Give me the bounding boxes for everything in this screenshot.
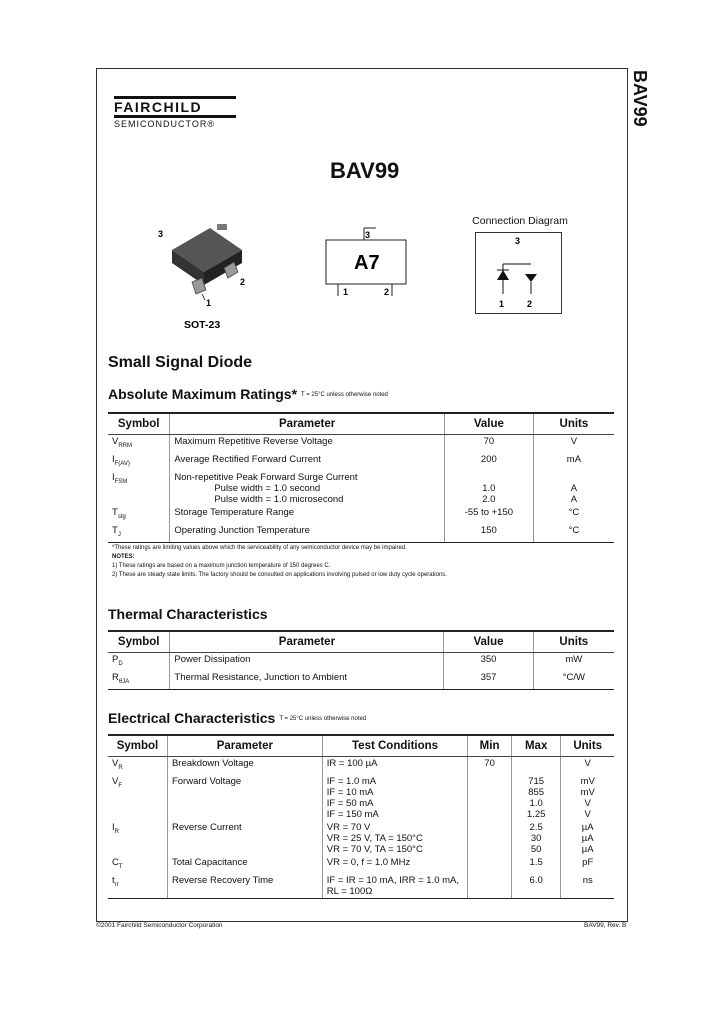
max-cell-line: 2.5: [529, 821, 543, 833]
side-part-title: BAV99: [630, 70, 650, 127]
value-cell: [444, 453, 533, 471]
thermal-title: Thermal Characteristics: [108, 606, 268, 622]
parameter-line: Average Rectified Forward Current: [174, 453, 321, 465]
symbol-cell: [108, 435, 170, 453]
max-cell-line: 1.25: [526, 808, 546, 820]
logo-sub: SEMICONDUCTOR®: [114, 119, 215, 129]
header-test-conditions: Test Conditions: [322, 735, 468, 757]
value-cell: [444, 506, 533, 524]
test-condition-cell-line: IF = 50 mA: [326, 797, 374, 809]
value-cell: [444, 435, 533, 453]
min-cell: [468, 775, 512, 821]
symbol-cell: [108, 653, 170, 671]
parameter-cell: [170, 435, 445, 453]
units-cell-line: pF: [582, 856, 594, 868]
symbol-cell: [108, 856, 167, 874]
test-condition-cell: [322, 874, 468, 899]
max-cell-line: [516, 758, 557, 769]
symbol: V: [112, 775, 119, 787]
electrical-table: [108, 734, 614, 899]
units-cell: °C/W: [533, 671, 614, 689]
header-parameter: Parameter: [170, 413, 445, 435]
electrical-title: Electrical Characteristics T = 25°C unless otherwise noted: [108, 710, 367, 726]
table-row: [108, 757, 614, 775]
parameter-line: Maximum Repetitive Reverse Voltage: [174, 436, 333, 447]
symbol-subscript: D: [118, 660, 123, 667]
value-cell-line: 1.0: [482, 482, 496, 494]
min-cell: [468, 821, 512, 856]
symbol: I: [112, 453, 115, 465]
max-cell: [511, 757, 561, 775]
units-cell-line: mV: [580, 775, 595, 787]
units-cell-line: µA: [581, 843, 594, 855]
units-cell-line: µA: [581, 832, 594, 844]
header-units: Units: [533, 413, 614, 435]
header-parameter: Parameter: [167, 735, 322, 757]
min-cell-line: [472, 875, 507, 886]
table-row: [108, 435, 614, 453]
table-row: [108, 821, 614, 856]
diode-symbol: [475, 232, 561, 314]
max-cell-line: 6.0: [529, 874, 543, 886]
header-value: Value: [444, 631, 533, 653]
parameter-line: Operating Junction Temperature: [174, 524, 310, 536]
units-cell-line: mV: [580, 786, 595, 798]
test-condition-cell-line: IR = 100 µA: [326, 758, 378, 769]
parameter-cell: [170, 506, 445, 524]
min-cell: [468, 757, 512, 775]
units-cell-line: °C: [568, 524, 580, 536]
symbol-cell: [108, 671, 170, 689]
table-row: [108, 506, 614, 524]
symbol: I: [112, 821, 115, 833]
symbol-subscript: T: [118, 863, 123, 870]
notes-label: NOTES:: [112, 554, 135, 560]
units-cell-line: V: [584, 797, 591, 809]
units-cell-line: mA: [566, 453, 582, 465]
conn-pin-1: 1: [499, 299, 505, 309]
symbol-subscript: F: [118, 782, 123, 789]
max-cell-line: 1.5: [529, 856, 543, 868]
symbol: T: [112, 506, 118, 518]
value-cell-line: [449, 472, 529, 483]
footer-revision: BAV99, Rev. B: [584, 922, 627, 929]
units-cell-line: µA: [581, 821, 594, 833]
ratings-notes: [112, 544, 612, 580]
parameter-cell: Total Capacitance: [167, 856, 322, 874]
symbol-subscript: RRM: [118, 442, 133, 449]
test-condition-cell: [322, 821, 468, 856]
symbol-subscript: stg: [117, 513, 126, 520]
value-cell-line: 2.0: [482, 493, 496, 505]
test-condition-cell-line: VR = 70 V: [326, 821, 371, 833]
symbol-subscript: R: [114, 828, 119, 835]
symbol-cell: [108, 874, 167, 899]
symbol-cell: [108, 453, 170, 471]
symbol-subscript: rr: [114, 881, 119, 888]
abs-max-table: [108, 412, 614, 543]
units-cell: [533, 435, 614, 453]
min-cell-line: 70: [484, 758, 495, 769]
test-condition-cell-line: IF = 150 mA: [326, 808, 379, 820]
symbol: V: [112, 758, 119, 769]
test-condition-cell-line: IF = IR = 10 mA, IRR = 1.0 mA,: [326, 874, 460, 886]
table-row: [108, 524, 614, 542]
parameter-line: Pulse width = 1.0 second: [214, 482, 321, 494]
units-cell-line: °C: [568, 506, 580, 518]
table-row: [108, 775, 614, 821]
parameter-line: Non-repetitive Peak Forward Surge Current: [174, 471, 358, 483]
parameter-cell: [170, 524, 445, 542]
header-units: Units: [533, 631, 614, 653]
device-heading: Small Signal Diode: [108, 354, 253, 371]
max-cell-line: 855: [528, 786, 545, 798]
table-row: [108, 856, 614, 874]
table-row: [108, 471, 614, 506]
table-row: [108, 653, 614, 671]
min-cell-line: [472, 886, 507, 897]
parameter-cell: Reverse Current: [167, 821, 322, 856]
symbol: T: [112, 524, 118, 536]
parameter-cell: Thermal Resistance, Junction to Ambient: [170, 671, 444, 689]
min-cell-line: [472, 776, 507, 787]
min-cell-line: [472, 787, 507, 798]
pkg-pin-1: 1: [206, 298, 212, 308]
parameter-cell: Breakdown Voltage: [167, 757, 322, 775]
symbol: C: [112, 856, 119, 868]
value-cell: [444, 471, 533, 506]
units-cell: [533, 506, 614, 524]
max-cell: [511, 821, 561, 856]
header-parameter: Parameter: [170, 631, 444, 653]
connection-title: Connection Diagram: [472, 215, 568, 227]
units-cell-line: A: [570, 493, 578, 505]
units-cell-line: V: [570, 436, 578, 447]
units-cell-line: V: [584, 808, 591, 820]
units-cell: [561, 775, 614, 821]
parameter-cell: [170, 471, 445, 506]
units-cell: [561, 821, 614, 856]
test-condition-cell-line: VR = 25 V, TA = 150°C: [326, 832, 423, 844]
units-cell: [533, 471, 614, 506]
units-cell: [561, 856, 614, 874]
pkg-pin-2: 2: [240, 277, 246, 287]
fairchild-logo: [114, 96, 236, 130]
units-cell-line: ns: [582, 874, 593, 886]
test-condition-cell-line: VR = 70 V, TA = 150°C: [326, 843, 423, 855]
symbol-cell: [108, 821, 167, 856]
max-cell-line: 30: [530, 832, 542, 844]
mark-pin-1: 1: [343, 287, 349, 297]
min-cell-line: [472, 857, 507, 868]
units-cell-line: [538, 472, 610, 483]
logo-name: FAIRCHILD: [114, 99, 203, 115]
header-max: Max: [511, 735, 561, 757]
note-star: *These ratings are limiting values above which the serviceability of any semiconductor device may be impaired.: [112, 545, 407, 551]
min-cell-line: [472, 809, 507, 820]
sot23-package-image: [152, 210, 272, 330]
test-condition-cell: [322, 757, 468, 775]
units-cell: mW: [533, 653, 614, 671]
value-cell-line: -55 to +150: [464, 506, 514, 518]
connection-diagram: [460, 215, 580, 315]
header-value: Value: [444, 413, 533, 435]
units-cell-line: [565, 886, 610, 897]
footer-copyright: ©2001 Fairchild Semiconductor Corporation: [96, 922, 223, 929]
min-cell-line: [472, 833, 507, 844]
units-cell: [533, 524, 614, 542]
symbol-subscript: FSM: [114, 478, 128, 485]
note-1: 1) These ratings are based on a maximum junction temperature of 150 degrees C.: [112, 563, 331, 569]
header-units: Units: [561, 735, 614, 757]
symbol-subscript: R: [118, 764, 123, 771]
units-cell-line: A: [570, 482, 578, 494]
parameter-cell: Power Dissipation: [170, 653, 444, 671]
parameter-cell: [170, 453, 445, 471]
symbol-subscript: θJA: [118, 678, 130, 685]
parameter-line: Pulse width = 1.0 microsecond: [214, 493, 344, 505]
header-symbol: Symbol: [108, 413, 170, 435]
conn-pin-2: 2: [527, 299, 533, 309]
parameter-line: Storage Temperature Range: [174, 506, 295, 518]
mark-pin-3: 3: [365, 230, 371, 240]
symbol: V: [112, 436, 119, 447]
symbol: R: [112, 671, 119, 683]
min-cell-line: [472, 798, 507, 809]
pkg-pin-3: 3: [158, 229, 164, 239]
min-cell-line: [472, 822, 507, 833]
symbol-cell: [108, 775, 167, 821]
marking-code: A7: [354, 252, 380, 274]
header-min: Min: [468, 735, 512, 757]
test-condition-cell-line: IF = 10 mA: [326, 786, 374, 798]
min-cell-line: [472, 844, 507, 855]
symbol-cell: [108, 471, 170, 506]
value-cell: [444, 524, 533, 542]
value-cell-line: 200: [480, 453, 497, 465]
min-cell: [468, 874, 512, 899]
table-row: [108, 671, 614, 689]
symbol-cell: [108, 757, 167, 775]
package-label: SOT-23: [184, 319, 221, 330]
value-cell: 357: [444, 671, 533, 689]
symbol: t: [112, 874, 115, 886]
units-cell-line: V: [584, 758, 591, 769]
symbol-cell: [108, 506, 170, 524]
symbol-cell: [108, 524, 170, 542]
note-2: 2) These are steady state limits. The factory should be consulted on applications involving pulsed or low duty cycle operations.: [112, 572, 447, 578]
max-cell-line: 50: [530, 843, 542, 855]
parameter-cell: Reverse Recovery Time: [167, 874, 322, 899]
max-cell-line: 715: [528, 775, 545, 787]
test-condition-cell-line: RL = 100Ω: [326, 885, 373, 897]
max-cell-line: 1.0: [529, 797, 543, 809]
parameter-cell: Forward Voltage: [167, 775, 322, 821]
abs-max-title: Absolute Maximum Ratings* T = 25°C unless otherwise noted: [108, 386, 388, 402]
test-condition-cell-line: IF = 1.0 mA: [326, 775, 377, 787]
min-cell: [468, 856, 512, 874]
thermal-table: [108, 630, 614, 690]
units-cell: [561, 757, 614, 775]
table-row: [108, 453, 614, 471]
units-cell: [561, 874, 614, 899]
max-cell-line: [516, 886, 557, 897]
test-condition-cell: [322, 775, 468, 821]
test-condition-cell: [322, 856, 468, 874]
max-cell: [511, 874, 561, 899]
max-cell: [511, 856, 561, 874]
units-cell: [533, 453, 614, 471]
max-cell: [511, 775, 561, 821]
test-condition-cell-line: VR = 0, f = 1.0 MHz: [326, 856, 411, 868]
marking-diagram: [324, 226, 408, 300]
table-row: [108, 874, 614, 899]
header-symbol: Symbol: [108, 631, 170, 653]
value-cell-line: 70: [483, 436, 495, 447]
symbol-subscript: J: [117, 531, 121, 538]
header-symbol: Symbol: [108, 735, 167, 757]
mark-pin-2: 2: [384, 287, 390, 297]
symbol: P: [112, 654, 119, 665]
symbol: I: [112, 471, 115, 483]
value-cell-line: 150: [480, 524, 497, 536]
conn-pin-3: 3: [515, 236, 521, 246]
symbol-subscript: F(AV): [114, 460, 130, 467]
part-number: BAV99: [330, 158, 400, 183]
value-cell: 350: [444, 653, 533, 671]
